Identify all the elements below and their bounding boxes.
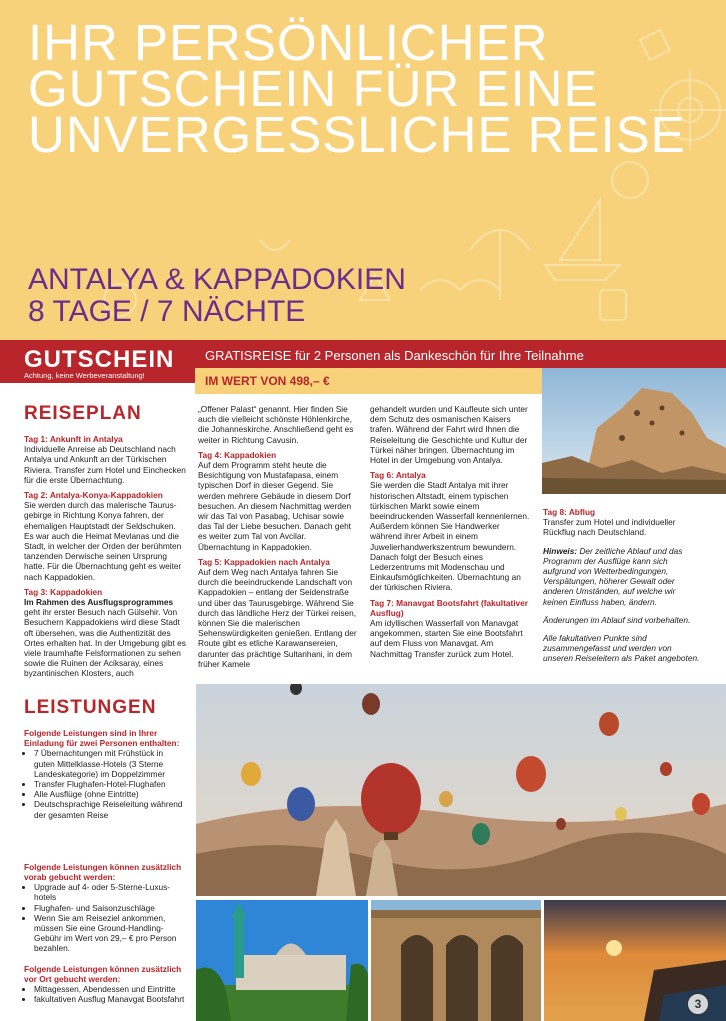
reiseplan-column-3 <box>370 404 530 664</box>
day-text: Am idyllischen Wasserfall von Manavgat angekommen, starten Sie eine Bootsfahrt auf dem Fluss von Manavgat. Am Nachmittag Transfer zurück zum Hotel. <box>370 618 523 659</box>
day-entry <box>370 404 530 465</box>
hadrian-gate-photo <box>371 900 541 1021</box>
voucher-title: GUTSCHEIN <box>24 346 175 373</box>
day-entry <box>198 404 358 445</box>
voucher-value: IM WERT VON 498,– € <box>205 374 330 388</box>
onsite-heading: Folgende Leistungen können zusätzlich vor Ort gebucht werden: <box>24 963 182 984</box>
headline: IHR PERSÖNLICHER GUTSCHEIN FÜR EINE UNVERGESSLICHE REISE <box>28 14 686 163</box>
day-text: Auf dem Weg nach Antalya fahren Sie durch die beeindruckende Landschaft von Kappadokien – entlang der Seidenstraße und über das Taurusgebirge. Während Sie durch das ländliche Herz der Türkei reisen, können Sie die malerischen Sehenswürdigkeiten genießen. Entlang der Route gibt es etliche Karawansereien, darunter das prächtige Sultanhani, in dem früher Kamele <box>198 567 357 669</box>
destination-line: ANTALYA & KAPPADOKIEN <box>28 263 406 296</box>
day-entry <box>370 598 530 659</box>
list-item: • Mittagessen, Abendessen und Eintritte <box>34 984 186 994</box>
onsite-list <box>24 984 186 1004</box>
changes-note: Änderungen im Ablauf sind vorbehalten. <box>543 614 691 625</box>
leistungen-column <box>24 728 186 1004</box>
optional-note: Alle fakultativen Punkte sind zusammengefasst und werden von unseren Reiseleitern als Paket angeboten. <box>543 633 700 664</box>
day-heading: Tag 6: Antalya <box>370 470 426 481</box>
reiseplan-title: REISEPLAN <box>24 403 142 424</box>
day-text: Individuelle Anreise ab Deutschland nach Antalya und Ankunft an der Türkischen Riviera. Transfer zum Hotel und Einchecken für die erste Übernachtung. <box>24 444 186 485</box>
day-entry <box>24 434 187 485</box>
day-heading: Tag 5: Kappadokien nach Antalya <box>198 556 330 567</box>
day-heading: Tag 7: Manavgat Bootsfahrt (fakultativer Ausflug) <box>370 597 528 618</box>
reiseplan-column-4 <box>543 507 701 672</box>
day-text: „Offener Palast“ genannt. Hier finden Sie auch die vielleicht schönste Höhlenkirche, die Johanneskirche. Anschließend geht es weiter in Richtung Cavusin. <box>198 404 354 445</box>
day-heading: Tag 4: Kappadokien <box>198 449 277 460</box>
reiseplan-column-2 <box>198 404 358 674</box>
list-item: • 7 Übernachtungen mit Frühstück in guten Mittelklasse-Hotels (3 Sterne Landeskategorie) im Doppelzimmer <box>34 748 186 779</box>
hero-banner <box>0 0 726 340</box>
included-heading: Folgende Leistungen sind in Ihrer Einladung für zwei Personen enthalten: <box>24 728 180 749</box>
page-number: 3 <box>687 993 709 1015</box>
day-entry <box>24 587 187 679</box>
day-heading: Tag 2: Antalya-Konya-Kappadokien <box>24 490 163 501</box>
hinweis-note <box>543 546 701 607</box>
day-entry <box>24 490 187 582</box>
day-heading: Tag 8: Abflug <box>543 507 596 517</box>
day-entry <box>543 507 701 538</box>
mevlana-mosque-photo <box>196 900 368 1021</box>
day-heading: Tag 3: Kappadokien <box>24 586 103 597</box>
prebook-heading: Folgende Leistungen können zusätzlich vorab gebucht werden: <box>24 861 182 883</box>
list-item: • Upgrade auf 4- oder 5-Sterne-Luxus-hotels <box>34 882 186 902</box>
day-entry <box>198 450 358 552</box>
day-subheading: Im Rahmen des Ausflugsprogrammes <box>24 597 174 608</box>
day-text: Sie werden die Stadt Antalya mit ihrer historischen Altstadt, einem typischen türkischen Markt sowie einem beeindruckenden Wasserfall kennenlernen. Außerdem können Sie Handwerker während ihrer Arbeit in einem Juwelierhandwerkszentrum bewundern. Danach folgt der Besuch eines Lederzentrums mit Modenschau und Einkaufsmöglichkeiten. Übernachtung an der türkischen Riviera. <box>370 480 530 593</box>
reiseplan-column-1 <box>24 434 187 684</box>
prebook-list <box>24 882 186 953</box>
list-item: • Deutschsprachige Reiseleitung während der gesamten Reise <box>34 799 186 819</box>
day-text: gehandelt wurden und Kaufleute sich unter dem Schutz des osmanischen Kaisers trafen. Während der Fahrt wird Ihnen die Reiseleitung die Geschichte und Kultur der Türkei näher bringen. Übernachtung im Hotel in der Umgebung von Antalya. <box>370 404 528 466</box>
trip-title <box>28 264 406 328</box>
hinweis-text: Der zeitliche Ablauf und das Programm der Ausflüge kann sich aufgrund von Wetterbedingungen, Verspätungen, höherer Gewalt oder anderen Umständen, auf welche wir keinen Einfluss haben, ändern. <box>543 545 683 607</box>
balloons-photo <box>196 684 726 896</box>
list-item: • Flughafen- und Saisonzuschläge <box>34 903 186 913</box>
day-entry <box>370 470 530 592</box>
list-item: • Alle Ausflüge (ohne Eintritte) <box>34 789 186 799</box>
notes <box>543 546 701 664</box>
duration-line: 8 TAGE / 7 NÄCHTE <box>28 295 306 328</box>
uchisar-rock-photo <box>542 368 726 494</box>
hinweis-label: Hinweis: <box>543 545 578 556</box>
leistungen-title: LEISTUNGEN <box>24 697 157 718</box>
voucher-note: Achtung, keine Werbeveranstaltung! <box>24 371 145 380</box>
day-entry <box>198 557 358 669</box>
day-text: Sie werden durch das malerische Taurus-gebirge in Richtung Konya fahren, der ehemaligen Hauptstadt der Seldschuken. Es war auch die Heimat Mevlanas und die Stadt, in welcher der Orden der berühmten tanzenden Derwische seinen Ursprung hatte. Für die Übernachtung geht es weiter nach Kappadokien. <box>24 500 182 582</box>
list-item: • Wenn Sie am Reiseziel ankommen, müssen Sie eine Ground-Handling-Gebühr im Wert von 29,– € pro Person bezahlen. <box>34 913 186 954</box>
day-text: Transfer zum Hotel und individueller Rückflug nach Deutschland. <box>543 517 676 538</box>
included-list <box>24 748 186 819</box>
free-trip-text: GRATISREISE für 2 Personen als Dankeschön für Ihre Teilnahme <box>205 348 584 363</box>
list-item: • Transfer Flughafen-Hotel-Flughafen <box>34 779 186 789</box>
day-heading: Tag 1: Ankunft in Antalya <box>24 434 123 444</box>
day-text: geht ihr erster Besuch nach Gülsehir. Von Besuchern Kappadokiens wird diese Stadt oft übersehen, was die Authentizität des Ortes erhalten hat. In der Umgebung gibt es viele traumhafte Felsformationen zu sehen sowie die Ruinen der Aciksaray, eines byzantinischen Klosters, auch <box>24 607 186 679</box>
day-text: Auf dem Programm steht heute die Besichtigung von Mustafapasa, einem typischen Dorf in dieser Gegend. Sie werden mehrere Gebäude in diesem Dorf besuchen. An diesem Nachmittag werden wir das Tal von Pasabag, Uchisar sowie das Tal der Liebe besuchen. Danach geht es weiter zum Tal von Avcilar. Übernachtung in Kappadokien. <box>198 460 352 552</box>
list-item: • fakultativen Ausflug Manavgat Bootsfahrt <box>34 994 186 1004</box>
